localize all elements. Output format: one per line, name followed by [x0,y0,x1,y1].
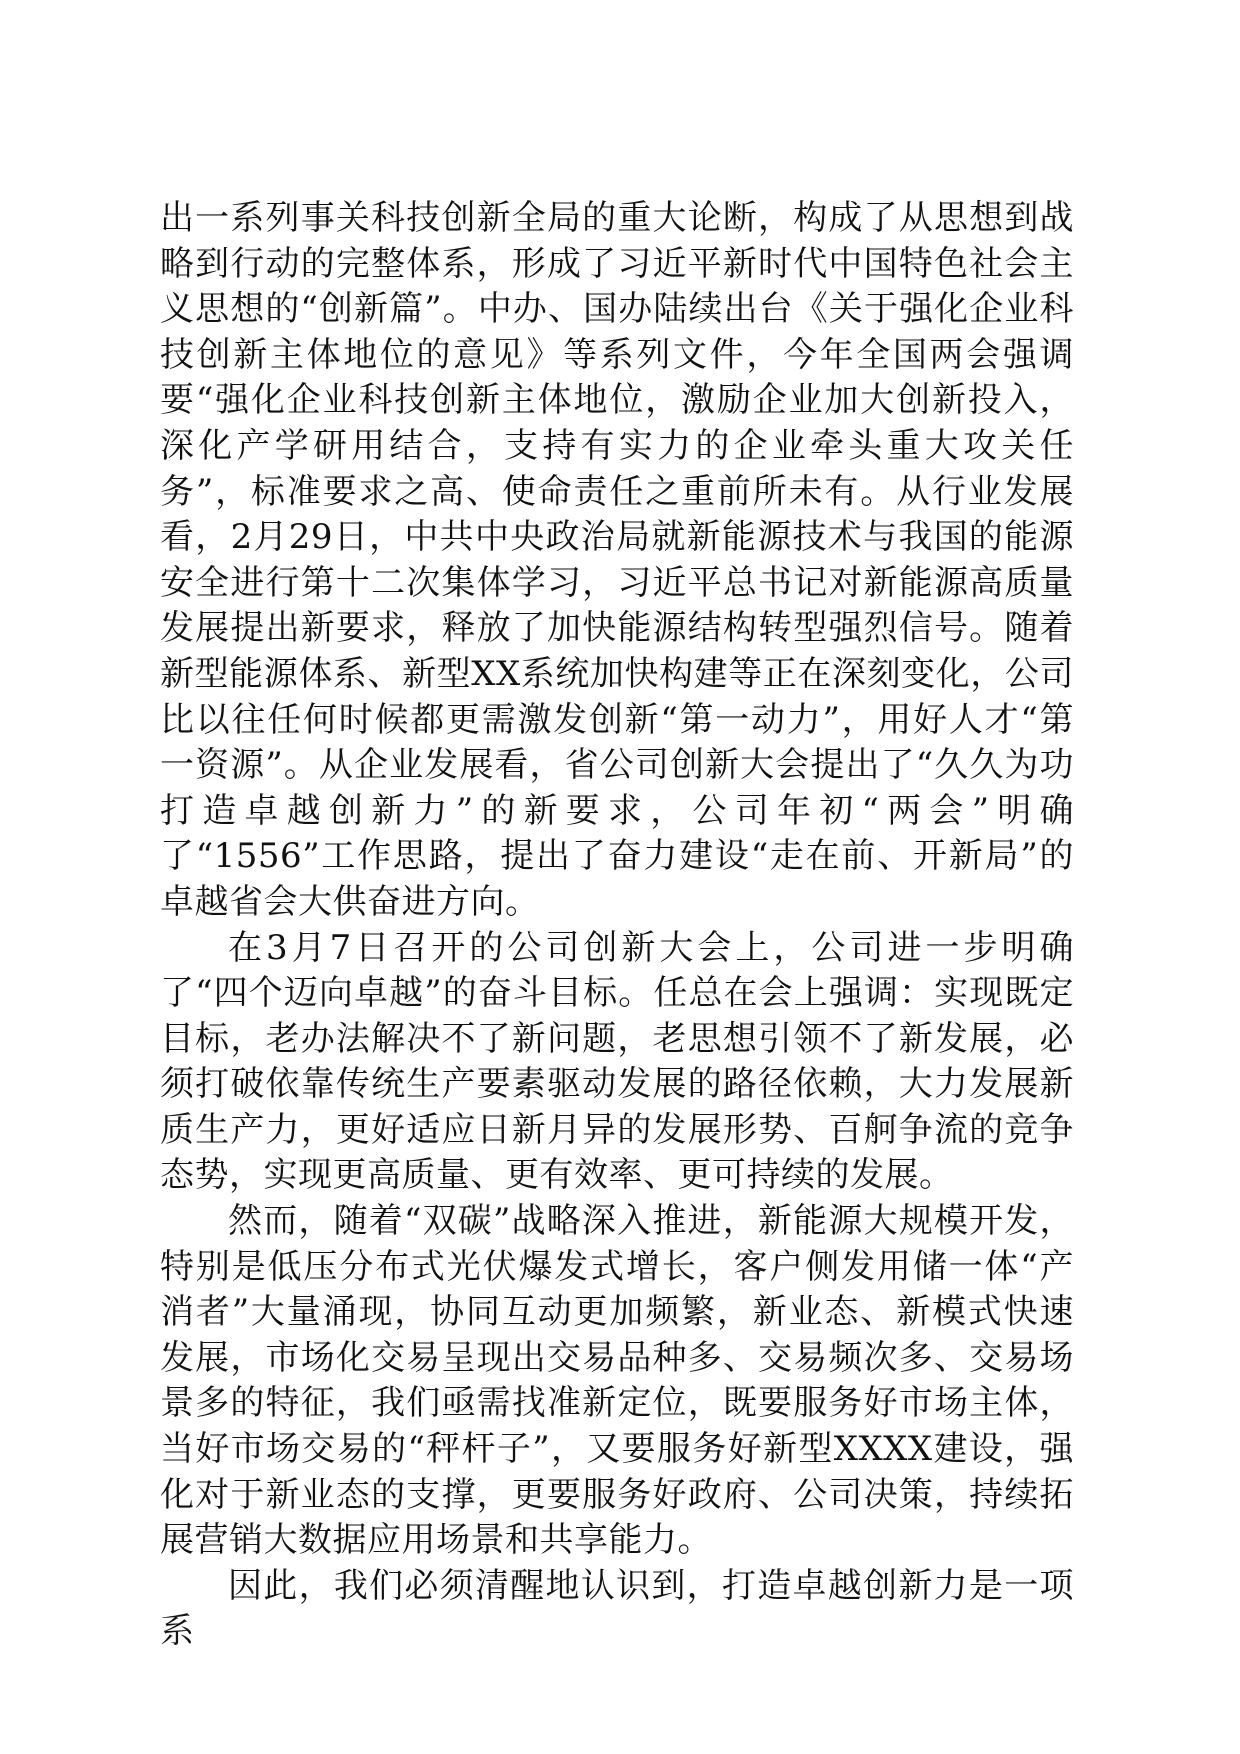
paragraph: 然而，随着“双碳”战略深入推进，新能源大规模开发，特别是低压分布式光伏爆发式增长，客户侧发用储一体“产消者”大量涌现，协同互动更加频繁，新业态、新模式快速发展，市场化交易呈现出交易品种多、交易频次多、交易场景多的特征，我们亟需找准新定位，既要服务好市场主体，当好市场交易的“秤杆子”，又要服务好新型XXXX建设，强化对于新业态的支撑，更要服务好政府、公司决策，持续拓展营销大数据应用场景和共享能力。 [160,1201,1074,1561]
paragraph: 因此，我们必须清醒地认识到，打造卓越创新力是一项系 [160,1565,1074,1652]
paragraph-continuation: 出一系列事关科技创新全局的重大论断，构成了从思想到战略到行动的完整体系，形成了习近平新时代中国特色社会主义思想的“创新篇”。中办、国办陆续出台《关于强化企业科技创新主体地位的意见》等系列文件，今年全国两会强调要“强化企业科技创新主体地位，激励企业加大创新投入，深化产学研用结合，支持有实力的企业牵头重大攻关任务”，标准要求之高、使命责任之重前所未有。从行业发展看，2月29日，中共中央政治局就新能源技术与我国的能源安全进行第十二次集体学习，习近平总书记对新能源高质量发展提出新要求，释放了加快能源结构转型强烈信号。随着新型能源体系、新型XX系统加快构建等正在深刻变化，公司比以往任何时候都更需激发创新“第一动力”，用好人才“第一资源”。从企业发展看，省公司创新大会提出了“久久为功打造卓越创新力”的新要求，公司年初“两会”明确了“1556”工作思路，提出了奋力建设“走在前、开新局”的卓越省会大供奋进方向。 [160,198,1074,922]
paragraph: 在3月7日召开的公司创新大会上，公司进一步明确了“四个迈向卓越”的奋斗目标。任总在会上强调：实现既定目标，老办法解决不了新问题，老思想引领不了新发展，必须打破依靠传统生产要素驱动发展的路径依赖，大力发展新质生产力，更好适应日新月异的发展形势、百舸争流的竞争态势，实现更高质量、更有效率、更可持续的发展。 [160,927,1074,1196]
document-body [160,196,1074,1655]
